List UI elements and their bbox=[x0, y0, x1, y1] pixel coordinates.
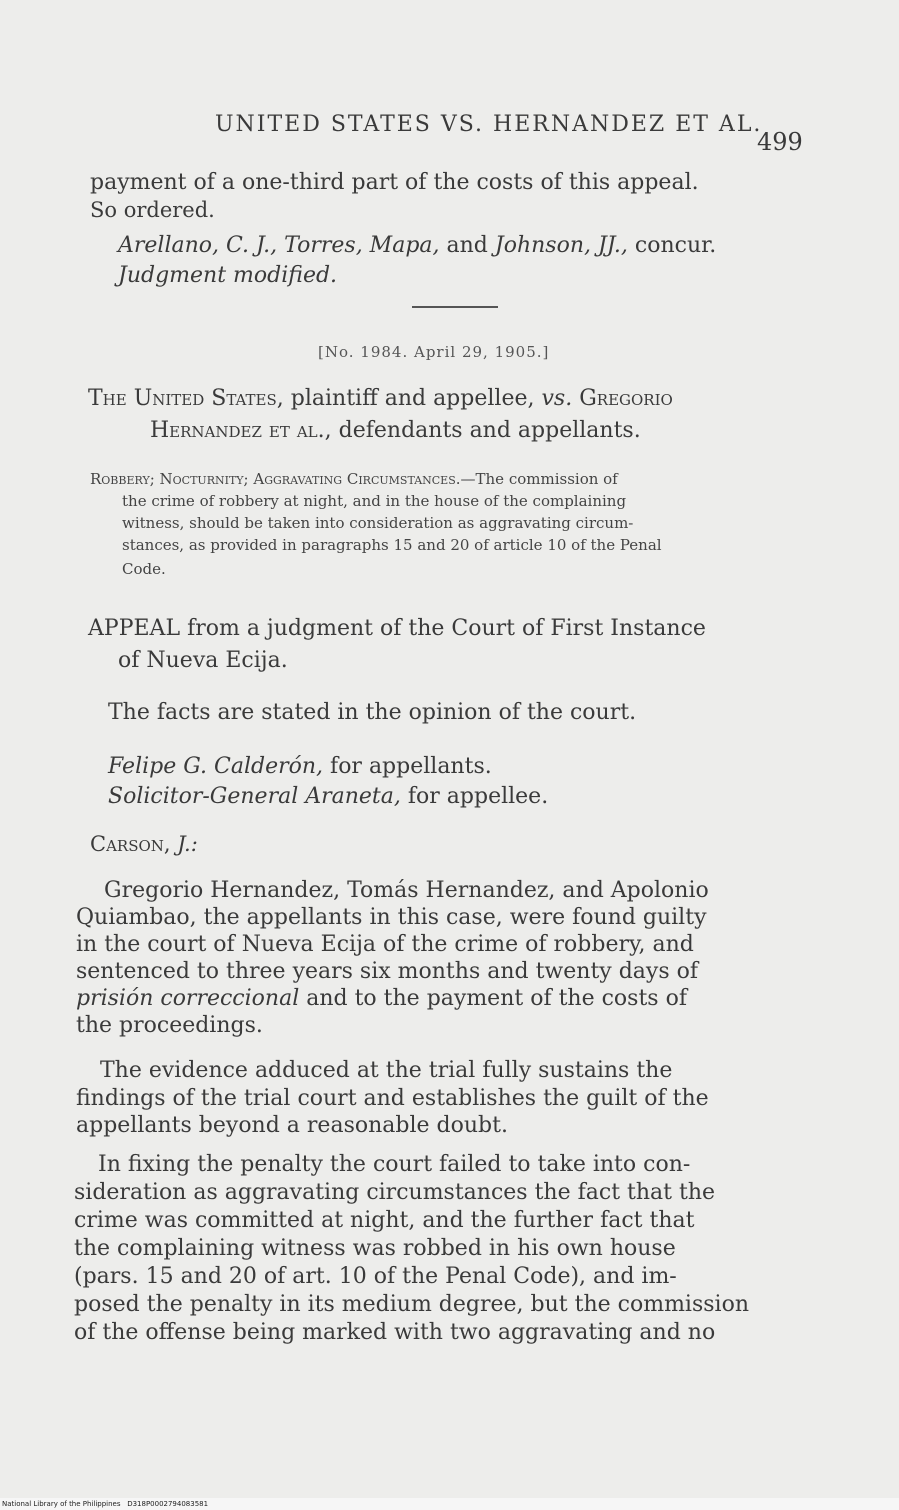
opinion-p1-line5-rest: and to the payment of the costs of bbox=[306, 986, 687, 1011]
counsel-appellee bbox=[108, 784, 548, 809]
running-header: UNITED STATES VS. HERNANDEZ ET AL. bbox=[215, 112, 763, 137]
judge-name: Carson, bbox=[90, 832, 171, 856]
judgment-modified: Judgment modified. bbox=[118, 263, 338, 288]
synopsis-line3: witness, should be taken into consideration as aggravating circum- bbox=[122, 514, 634, 532]
footer-library: National Library of the Philippines bbox=[2, 1500, 121, 1508]
appeal-label: APPEAL bbox=[88, 616, 181, 641]
caption-vs: vs. bbox=[541, 386, 573, 411]
opinion-p3-line2: sideration as aggravating circumstances the fact that the bbox=[74, 1180, 716, 1205]
so-ordered: So ordered. bbox=[90, 198, 215, 222]
counsel-appellants-name: Felipe G. Calderón, bbox=[108, 754, 324, 779]
footer-id: D318P0002794083581 bbox=[127, 1500, 209, 1508]
opinion-author bbox=[90, 832, 198, 856]
appeal-line1-rest: from a judgment of the Court of First Instance bbox=[187, 616, 706, 641]
concurrence-line bbox=[118, 233, 716, 258]
scan-footer bbox=[0, 1498, 899, 1510]
synopsis-line4: stances, as provided in paragraphs 15 and 20 of article 10 of the Penal bbox=[122, 536, 662, 554]
section-divider bbox=[412, 306, 498, 308]
judge-title: J.: bbox=[177, 832, 198, 856]
synopsis-headnote: Robbery; Nocturnity; Aggravating Circumstances.— bbox=[90, 470, 476, 488]
opinion-p3-line4: the complaining witness was robbed in his own house bbox=[74, 1236, 676, 1261]
case-citation: [No. 1984. April 29, 1905.] bbox=[318, 343, 550, 361]
opinion-p3-line3: crime was committed at night, and the further fact that bbox=[74, 1208, 695, 1233]
concur-word: concur. bbox=[634, 233, 717, 258]
opinion-p3-line1: In fixing the penalty the court failed to take into con- bbox=[98, 1152, 691, 1177]
opinion-p1-line3: in the court of Nueva Ecija of the crime of robbery, and bbox=[76, 932, 694, 957]
opinion-p1-line5 bbox=[76, 986, 687, 1011]
prior-case-line: payment of a one-third part of the costs of this appeal. bbox=[90, 170, 699, 195]
concur-and: and bbox=[446, 233, 488, 258]
synopsis-line1-rest: The commission of bbox=[475, 470, 618, 488]
counsel-appellee-role: for appellee. bbox=[407, 784, 549, 809]
opinion-p2-line2: findings of the trial court and establishes the guilt of the bbox=[76, 1086, 709, 1111]
opinion-p1-line4: sentenced to three years six months and twenty days of bbox=[76, 959, 699, 984]
opinion-p3-line7: of the offense being marked with two aggravating and no bbox=[74, 1320, 716, 1345]
caption-role-2: defendants and appellants. bbox=[338, 418, 641, 443]
appeal-line2: of Nueva Ecija. bbox=[118, 648, 288, 673]
caption-party-1: The United States, bbox=[88, 386, 284, 411]
opinion-p1-line2: Quiambao, the appellants in this case, were found guilty bbox=[76, 905, 707, 930]
opinion-p3-line5: (pars. 15 and 20 of art. 10 of the Penal Code), and im- bbox=[74, 1264, 677, 1289]
counsel-appellants bbox=[108, 754, 492, 779]
opinion-p1-line6: the proceedings. bbox=[76, 1013, 263, 1038]
concur-judges: Arellano, C. J., Torres, Mapa, bbox=[118, 233, 440, 258]
caption-role-1: plaintiff and appellee, bbox=[290, 386, 535, 411]
opinion-p3-line6: posed the penalty in its medium degree, but the commission bbox=[74, 1292, 749, 1317]
synopsis-line2: the crime of robbery at night, and in the house of the complaining bbox=[122, 492, 627, 510]
prision-correccional: prisión correccional bbox=[76, 986, 300, 1011]
page-number: 499 bbox=[757, 128, 803, 156]
counsel-appellee-name: Solicitor-General Araneta, bbox=[108, 784, 401, 809]
synopsis-line5: Code. bbox=[122, 560, 166, 578]
synopsis-line1 bbox=[90, 470, 618, 488]
counsel-appellants-role: for appellants. bbox=[330, 754, 492, 779]
case-caption-line2 bbox=[150, 418, 641, 443]
caption-party-2b: Hernandez et al., bbox=[150, 418, 332, 443]
appeal-line1 bbox=[88, 616, 706, 641]
case-caption-line1 bbox=[88, 386, 673, 411]
opinion-p2-line1: The evidence adduced at the trial fully sustains the bbox=[100, 1058, 673, 1083]
facts-statement: The facts are stated in the opinion of the court. bbox=[108, 700, 637, 725]
concur-judges-2: Johnson, JJ., bbox=[494, 233, 628, 258]
opinion-p2-line3: appellants beyond a reasonable doubt. bbox=[76, 1113, 508, 1138]
opinion-p1-line1: Gregorio Hernandez, Tomás Hernandez, and Apolonio bbox=[104, 878, 709, 903]
caption-party-2a: Gregorio bbox=[579, 386, 673, 411]
